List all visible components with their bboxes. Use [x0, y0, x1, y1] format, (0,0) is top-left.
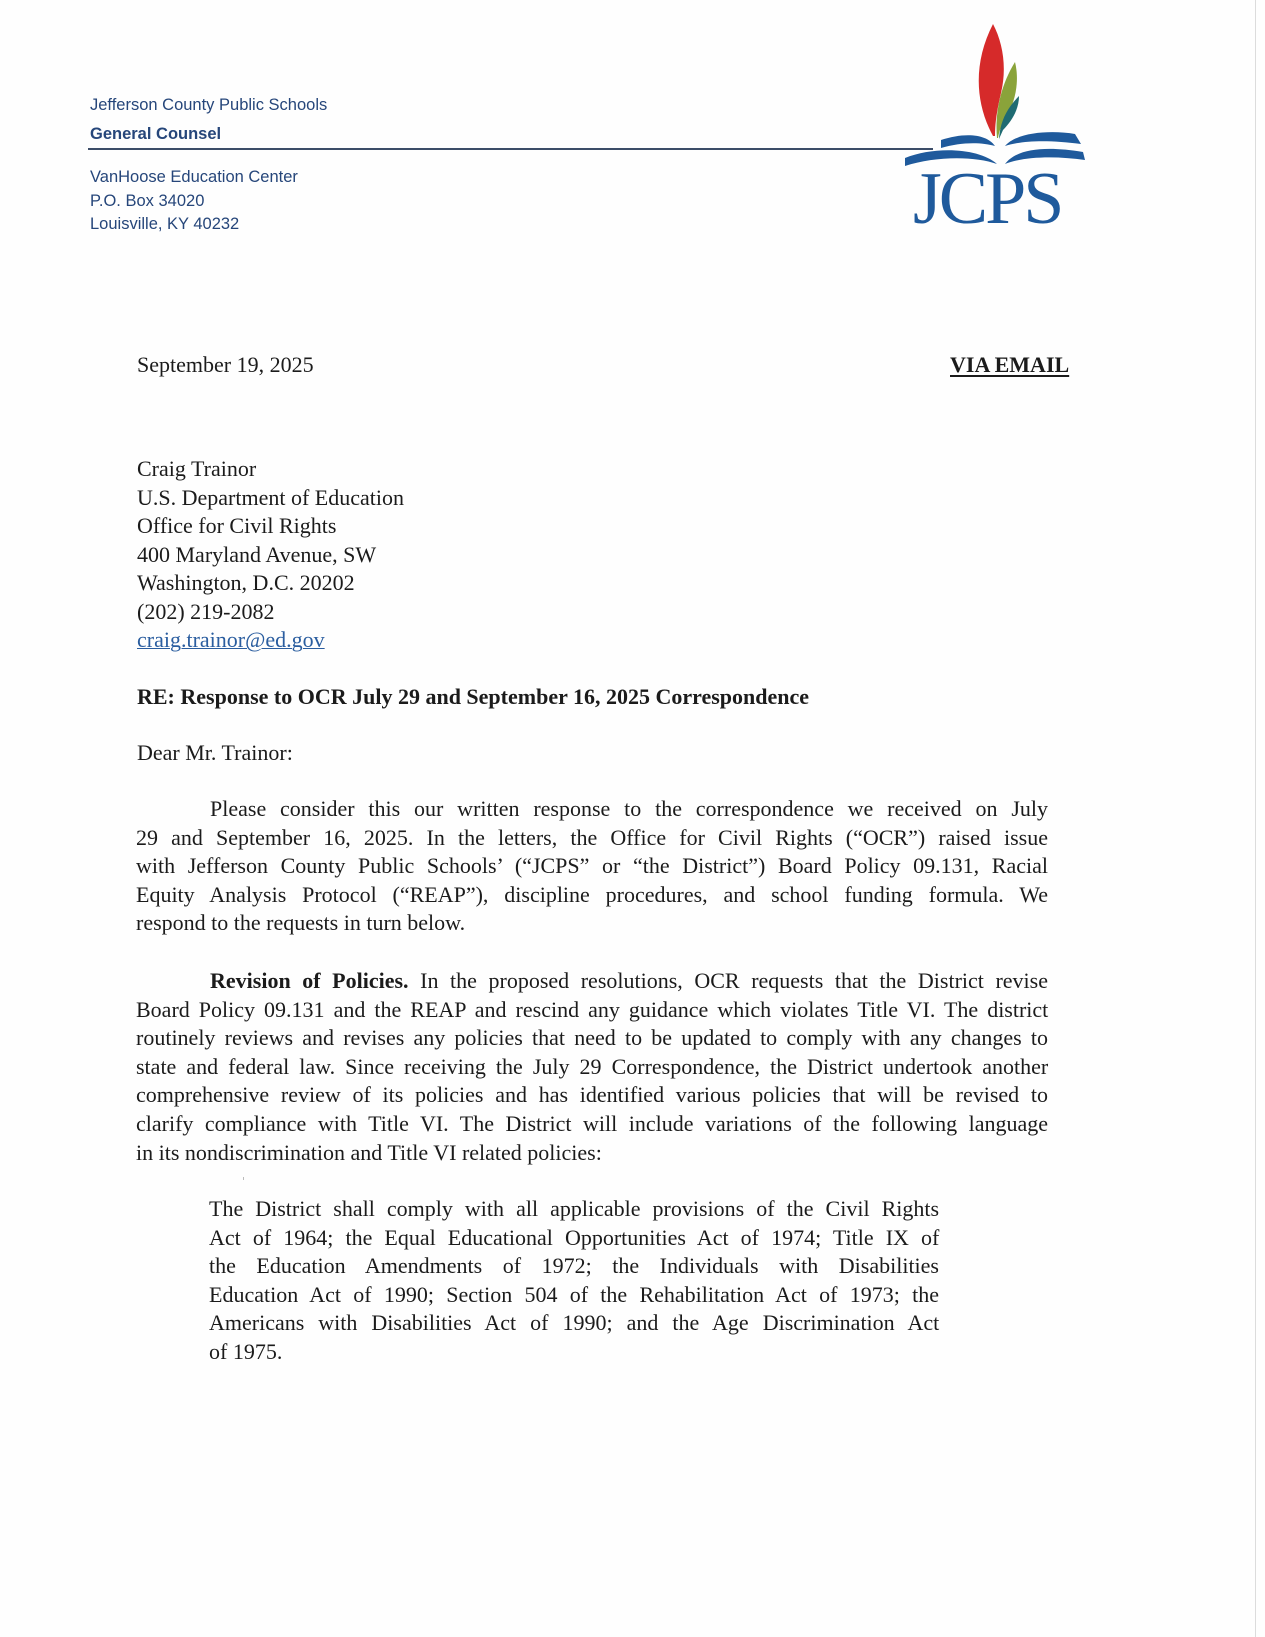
paragraph-line [136, 967, 1048, 996]
recipient-organization: U.S. Department of Education [137, 484, 404, 510]
scan-speck [243, 1177, 244, 1180]
quote-line: The District shall comply with all applicable provisions of the Civil Rights [209, 1196, 940, 1221]
body-paragraph [136, 795, 1048, 938]
letterhead-department: General Counsel [90, 125, 222, 143]
page-edge [1255, 0, 1256, 1637]
letter-date: September 19, 2025 [137, 352, 314, 377]
letterhead-divider [88, 148, 933, 150]
paragraph-line: Please consider this our written response to the correspondence we received on July [210, 796, 1048, 821]
letterhead-address [90, 166, 298, 237]
quote-line: Americans with Disabilities Act of 1990; and the Age Discrimination Act [209, 1310, 940, 1335]
recipient-city: Washington, D.C. 20202 [137, 570, 355, 595]
paragraph-line: state and federal law. Since receiving the July 29 Correspondence, the District undertook another [136, 1053, 1049, 1079]
recipient-street: 400 Maryland Avenue, SW [137, 541, 377, 567]
policy-block-quote [209, 1195, 939, 1366]
recipient-office: Office for Civil Rights [137, 513, 337, 538]
logo-wordmark: JCPS [913, 158, 1062, 240]
subject-line: RE: Response to OCR July 29 and September 16, 2025 Correspondence [137, 684, 810, 709]
paragraph-line: in its nondiscrimination and Title VI related policies: [136, 1139, 602, 1165]
paragraph-line: with Jefferson County Public Schools’ (“JCPS” or “the District”) Board Policy 09.131, Racial [136, 853, 1048, 879]
paragraph-line: 29 and September 16, 2025. In the letters, the Office for Civil Rights (“OCR”) raised issue [136, 824, 1048, 850]
recipient-name: Craig Trainor [137, 456, 257, 481]
quote-line: Education Act of 1990; Section 504 of the Rehabilitation Act of 1973; the [209, 1281, 939, 1307]
paragraph-line: clarify compliance with Title VI. The District will include variations of the following language [136, 1110, 1048, 1136]
jcps-logo-icon [913, 18, 1135, 240]
paragraph-line: comprehensive review of its policies and has identified various policies that will be revised to [136, 1082, 1048, 1108]
delivery-method: VIA EMAIL [950, 352, 1070, 377]
address-line: Louisville, KY 40232 [90, 215, 240, 233]
recipient-block [137, 455, 404, 655]
section-heading: Revision of Policies. [210, 968, 409, 993]
address-line: VanHoose Education Center [90, 168, 298, 186]
book-left-page-icon [941, 135, 995, 148]
quote-line: Act of 1964; the Equal Educational Opportunities Act of 1974; Title IX of [209, 1224, 940, 1250]
paragraph-line: respond to the requests in turn below. [136, 910, 466, 936]
quote-line: of 1975. [209, 1338, 283, 1364]
salutation: Dear Mr. Trainor: [137, 740, 293, 765]
recipient-email-link[interactable]: craig.trainor@ed.gov [137, 627, 325, 652]
body-paragraph-revision-of-policies [136, 967, 1048, 1167]
address-line: P.O. Box 34020 [90, 191, 205, 210]
book-right-page-icon [1005, 132, 1081, 146]
paragraph-line: Equity Analysis Protocol (“REAP”), discipline procedures, and school funding formula. We [136, 881, 1048, 907]
letterhead-organization: Jefferson County Public Schools [90, 96, 328, 114]
recipient-phone: (202) 219-2082 [137, 598, 275, 624]
quote-line: the Education Amendments of 1972; the Individuals with Disabilities [209, 1253, 939, 1278]
paragraph-line-text: In the proposed resolutions, OCR requests that the District revise [408, 968, 1048, 993]
paragraph-line: Board Policy 09.131 and the REAP and rescind any guidance which violates Title VI. The district [136, 996, 1049, 1022]
paragraph-line: routinely reviews and revises any policies that need to be updated to comply with any changes to [136, 1025, 1048, 1051]
